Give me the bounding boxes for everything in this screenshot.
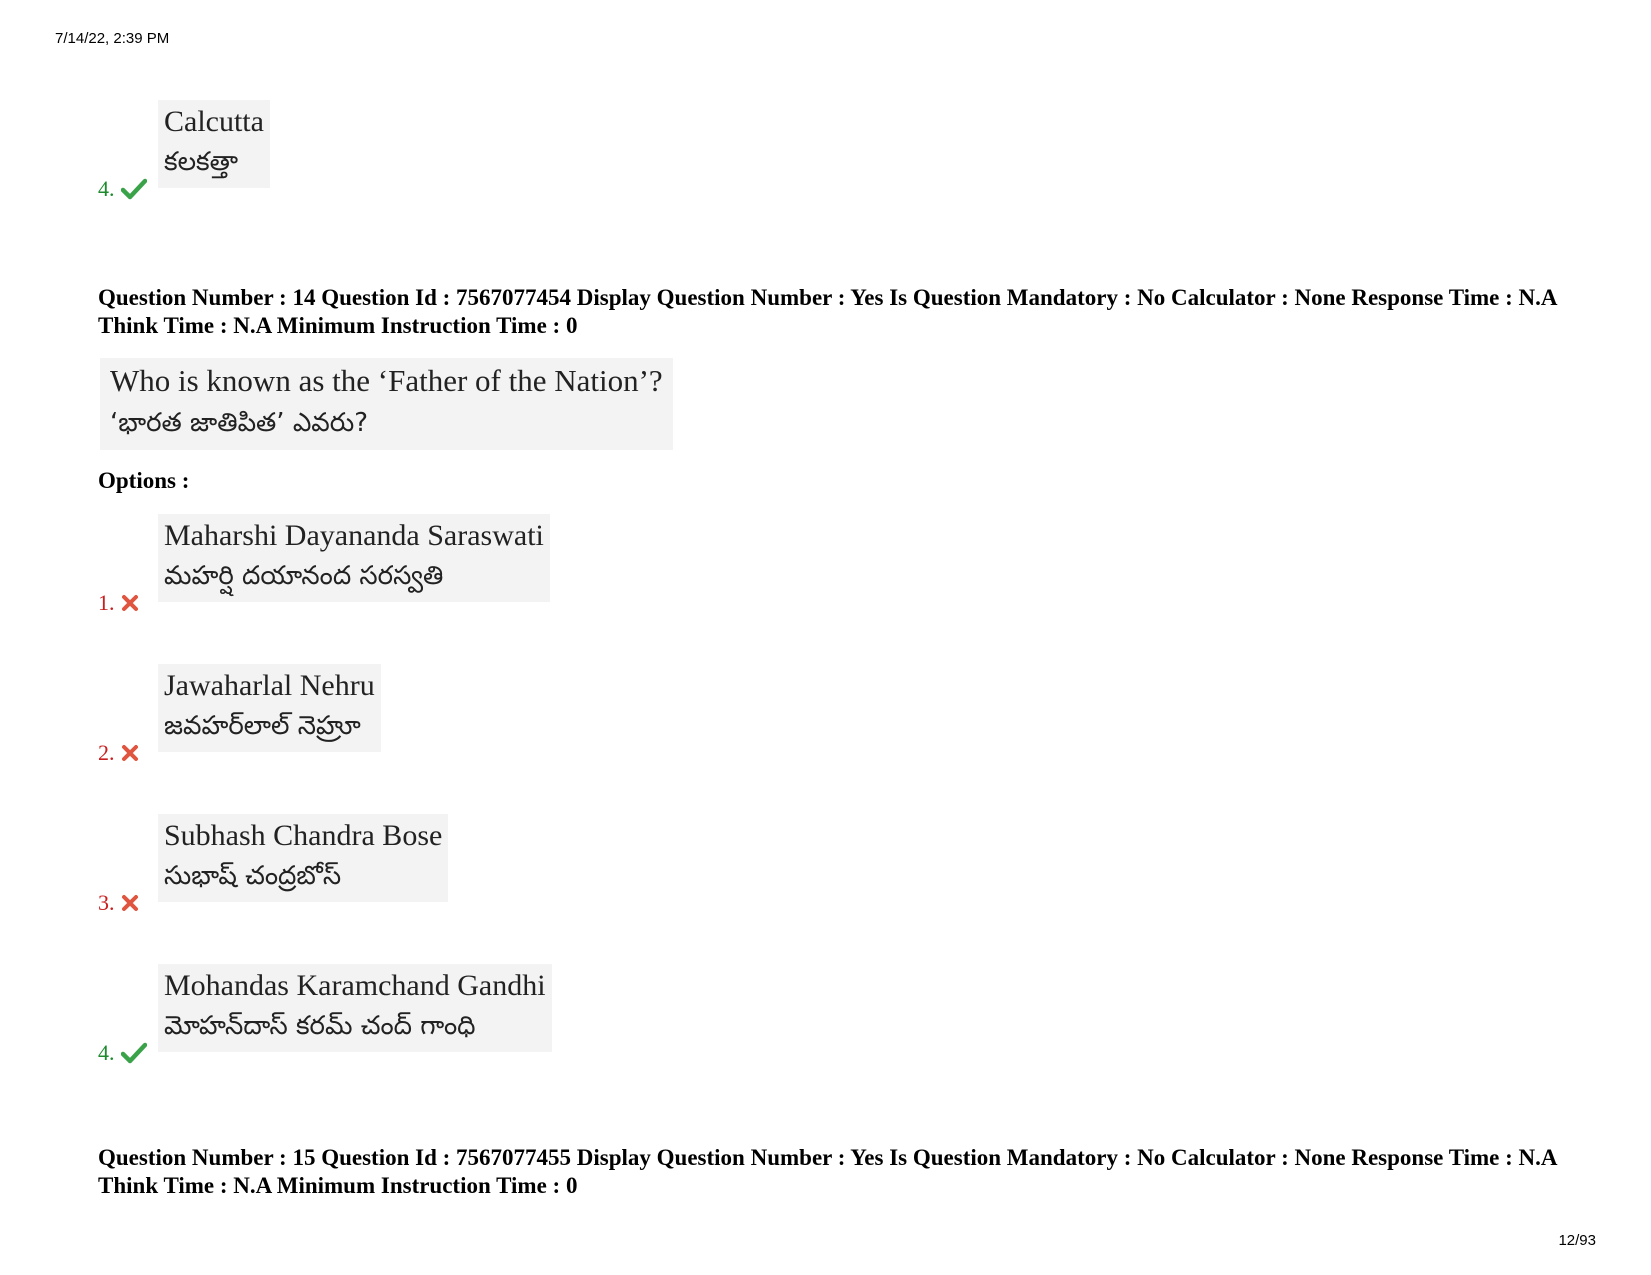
option-text-te: సుభాష్ చంద్రబోస్ xyxy=(164,861,342,891)
question-meta-15: Question Number : 15 Question Id : 7567077455 Display Question Number : Yes Is Question Mandatory : No Calculator : None Response Time : N.A Think Time : N.A Minimum Instruction Time : 0 xyxy=(98,1145,1557,1198)
option-text-en: Mohandas Karamchand Gandhi xyxy=(164,969,546,1002)
question-text-te: ‘భారత జాతిపిత’ ఎవరు? xyxy=(110,408,369,438)
question-image-14 xyxy=(100,358,673,450)
option-text-te: మహర్షి దయానంద సరస్వతి xyxy=(164,561,444,591)
option-image-2 xyxy=(158,664,381,752)
option-image-calcutta xyxy=(158,100,270,188)
option-marker-2 xyxy=(98,742,139,764)
question-meta-14: Question Number : 14 Question Id : 7567077454 Display Question Number : Yes Is Question Mandatory : No Calculator : None Response Time : N.A Think Time : N.A Minimum Instruction Time : 0 xyxy=(98,285,1557,338)
page-number: 12/93 xyxy=(1558,1232,1596,1249)
print-timestamp: 7/14/22, 2:39 PM xyxy=(55,30,170,47)
option-text-en: Calcutta xyxy=(164,105,264,138)
option-text-te: కలకత్తా xyxy=(164,147,238,177)
option-text-te: మోహన్‌దాస్ కరమ్ చంద్ గాంధి xyxy=(164,1011,476,1041)
option-image-1 xyxy=(158,514,550,602)
cross-icon xyxy=(121,594,139,612)
option-image-4 xyxy=(158,964,552,1052)
cross-icon xyxy=(121,894,139,912)
option-marker-3 xyxy=(98,892,139,914)
cross-icon xyxy=(121,744,139,762)
option-number: 4. xyxy=(98,176,115,201)
question-text-en: Who is known as the ‘Father of the Nation’? xyxy=(110,363,663,398)
option-number: 3. xyxy=(98,890,115,915)
option-text-en: Maharshi Dayananda Saraswati xyxy=(164,519,544,552)
option-text-te: జవహర్‌లాల్ నెహ్రూ xyxy=(164,711,361,741)
option-text-en: Subhash Chandra Bose xyxy=(164,819,443,852)
option-marker-1 xyxy=(98,592,139,614)
option-number: 1. xyxy=(98,590,115,615)
option-number: 2. xyxy=(98,740,115,765)
option-marker-4 xyxy=(98,1042,147,1064)
option-image-3 xyxy=(158,814,448,902)
options-label: Options : xyxy=(98,468,190,493)
option-marker-4 xyxy=(98,178,147,200)
option-text-en: Jawaharlal Nehru xyxy=(164,669,375,702)
check-icon xyxy=(121,178,147,200)
option-number: 4. xyxy=(98,1040,115,1065)
check-icon xyxy=(121,1042,147,1064)
